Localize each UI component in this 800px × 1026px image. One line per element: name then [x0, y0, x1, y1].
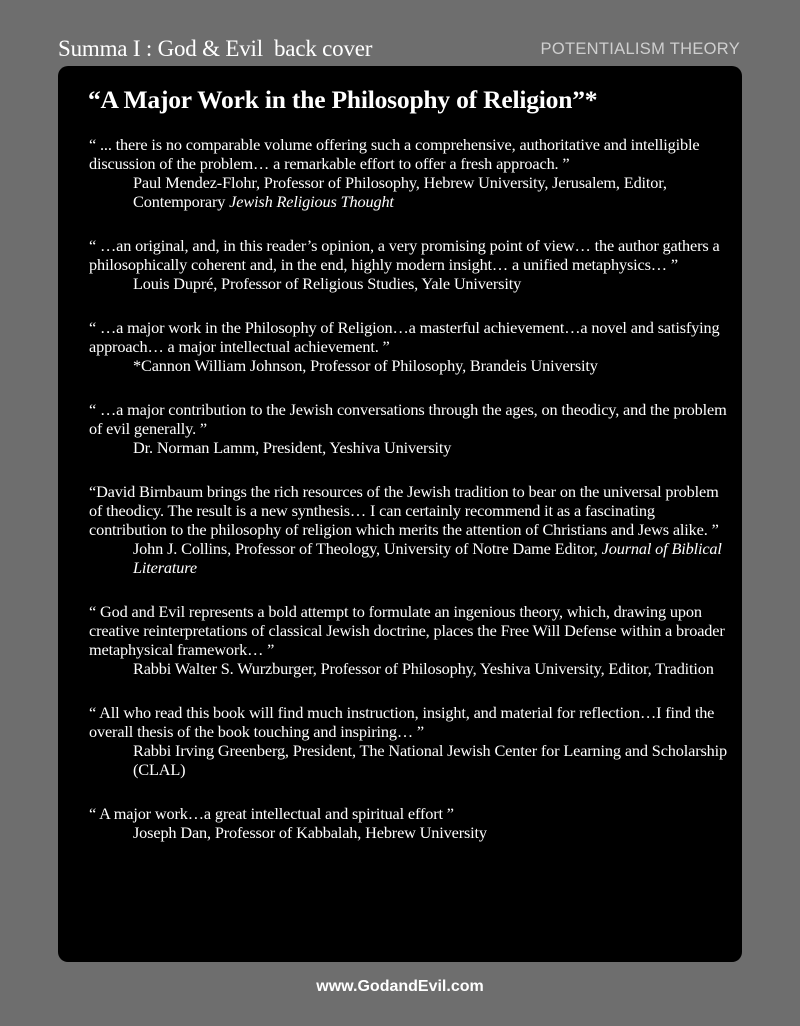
attribution-text: *Cannon William Johnson, Professor of Philosophy, Brandeis University	[133, 356, 598, 375]
review-quote: “ God and Evil represents a bold attempt to formulate an ingenious theory, which, drawing upon creative reinterpretations of classical Jewish doctrine, places the Free Will Defense within a broader metaphysical framework… ”	[89, 602, 725, 659]
website-link[interactable]: www.GodandEvil.com	[316, 978, 484, 995]
review-attribution	[133, 539, 729, 577]
review-item	[89, 135, 729, 211]
review-attribution	[133, 356, 729, 375]
attribution-text: Joseph Dan, Professor of Kabbalah, Hebrew University	[133, 823, 487, 842]
attribution-publication: Jewish Religious Thought	[229, 192, 394, 211]
review-quote: “ …a major work in the Philosophy of Religion…a masterful achievement…a novel and satisfying approach… a major intellectual achievement. ”	[89, 318, 720, 356]
review-item	[89, 236, 729, 293]
review-quote: “David Birnbaum brings the rich resources of the Jewish tradition to bear on the universal problem of theodicy. The result is a new synthesis… I can certainly recommend it as a fascinating contribution to the philosophy of religion which merits the attention of Christians and Jews alike. ”	[89, 482, 719, 539]
review-item	[89, 703, 729, 779]
review-attribution	[133, 173, 729, 211]
review-quote: “ A major work…a great intellectual and spiritual effort ”	[89, 804, 454, 823]
attribution-text: Rabbi Walter S. Wurzburger, Professor of Philosophy, Yeshiva University, Editor, Tradition	[133, 659, 714, 678]
review-item	[89, 804, 729, 842]
review-attribution	[133, 438, 729, 457]
review-quote: “ …an original, and, in this reader’s opinion, a very promising point of view… the author gathers a philosophically coherent and, in the end, highly modern insight… a unified metaphysics… ”	[89, 236, 720, 274]
attribution-text: Rabbi Irving Greenberg, President, The National Jewish Center for Learning and Scholarship (CLAL)	[133, 741, 728, 779]
review-quote: “ …a major contribution to the Jewish conversations through the ages, on theodicy, and the problem of evil generally. ”	[89, 400, 727, 438]
review-attribution	[133, 274, 729, 293]
attribution-text: Louis Dupré, Professor of Religious Studies, Yale University	[133, 274, 522, 293]
page-title: Summa I : God & Evil back cover	[58, 36, 373, 61]
cover-heading: “A Major Work in the Philosophy of Religion”*	[88, 85, 598, 114]
attribution-text: John J. Collins, Professor of Theology, University of Notre Dame Editor,	[133, 539, 602, 558]
attribution-text: Paul Mendez-Flohr, Professor of Philosophy, Hebrew University, Jerusalem, Editor, Contemporary	[133, 173, 667, 211]
brand-label: POTENTIALISM THEORY	[540, 40, 740, 58]
review-item	[89, 318, 729, 375]
review-list	[89, 135, 729, 842]
review-quote: “ ... there is no comparable volume offering such a comprehensive, authoritative and intelligible discussion of the problem… a remarkable effort to offer a fresh approach. ”	[89, 135, 700, 173]
review-item	[89, 602, 729, 678]
review-item	[89, 400, 729, 457]
review-attribution	[133, 741, 729, 779]
review-attribution	[133, 659, 729, 678]
back-cover-panel	[58, 66, 742, 962]
review-item	[89, 482, 729, 577]
review-attribution	[133, 823, 729, 842]
attribution-text: Dr. Norman Lamm, President, Yeshiva University	[133, 438, 452, 457]
review-quote: “ All who read this book will find much instruction, insight, and material for reflection…I find the overall thesis of the book touching and inspiring… ”	[89, 703, 715, 741]
attribution-publication: Journal of Biblical Literature	[133, 539, 722, 577]
